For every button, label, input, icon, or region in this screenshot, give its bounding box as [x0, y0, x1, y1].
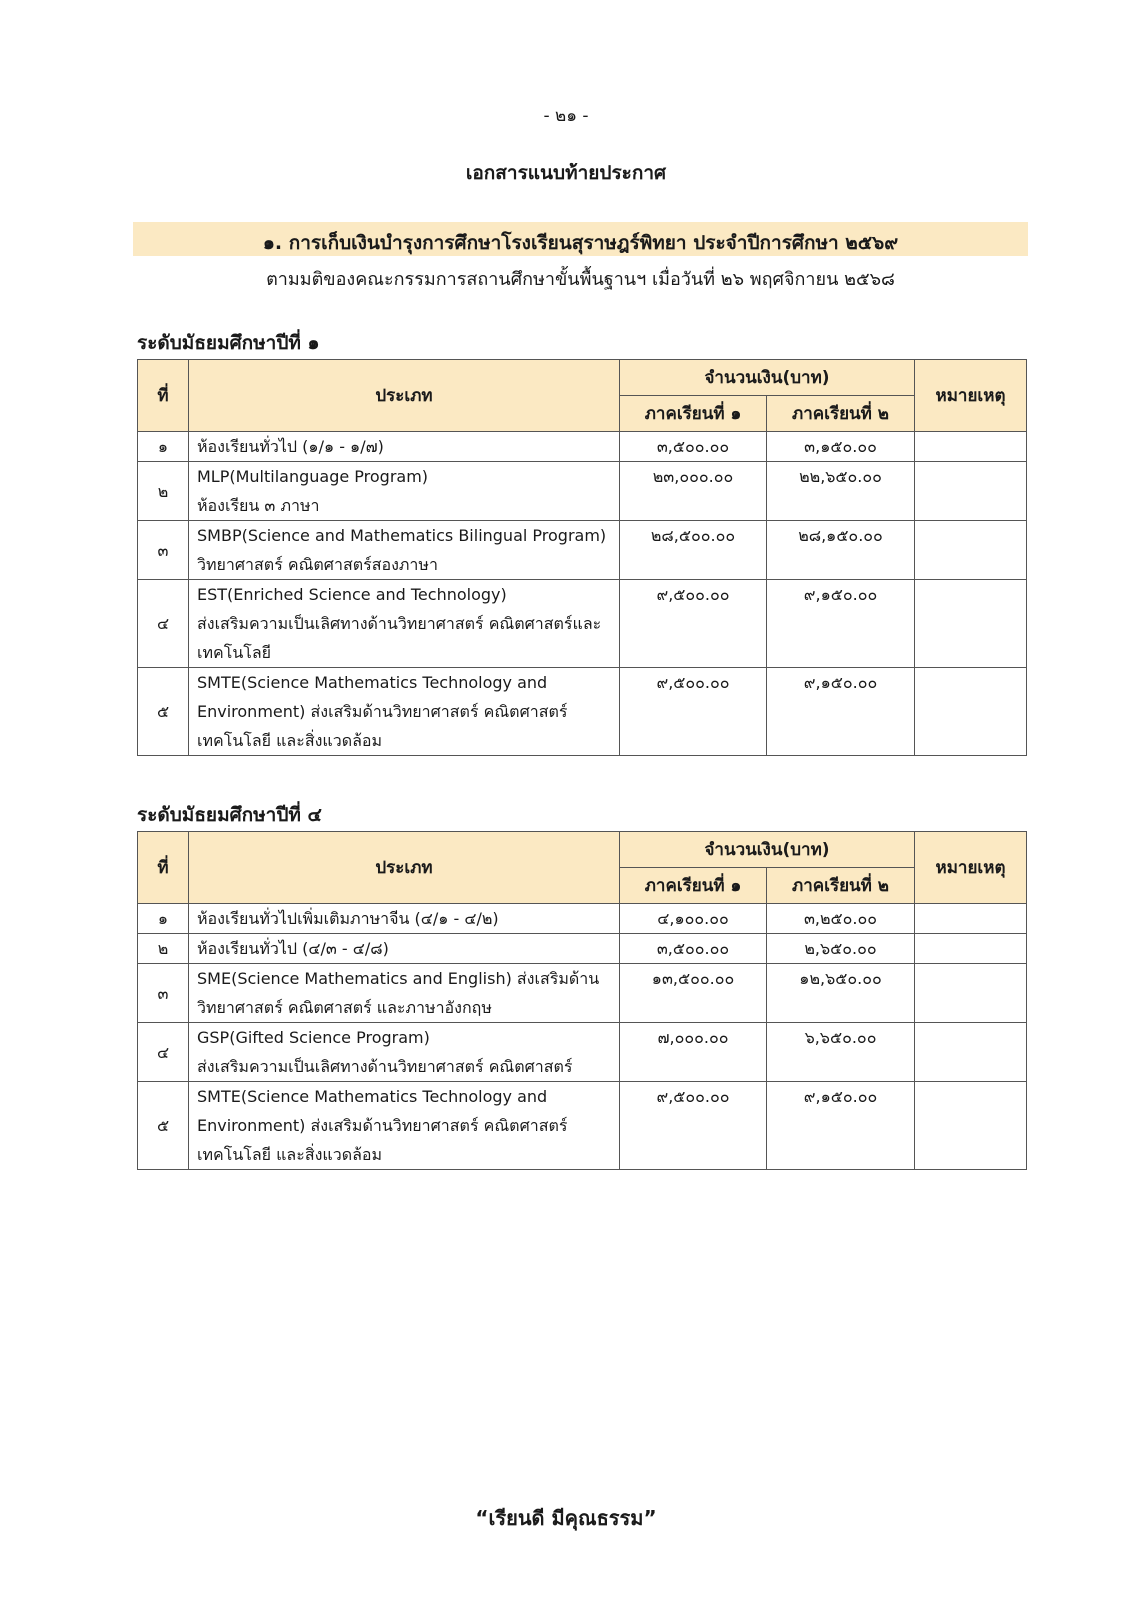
col-header-type: ประเภท	[189, 832, 620, 904]
row-remark	[915, 521, 1027, 580]
row-remark	[915, 580, 1027, 668]
table-row	[138, 462, 1027, 521]
row-type-line: SME(Science Mathematics and English) ส่งเสริมด้าน	[197, 969, 600, 988]
heading-main: ๑. การเก็บเงินบำรุงการศึกษาโรงเรียนสุราษฎร์พิทยา ประจำปีการศึกษา ๒๕๖๙	[262, 232, 899, 254]
row-number: ๑	[138, 904, 189, 934]
row-type	[189, 668, 620, 756]
row-number: ๓	[138, 964, 189, 1023]
row-term2-amount: ๙,๑๕๐.๐๐	[767, 1082, 915, 1170]
row-type	[189, 580, 620, 668]
row-term1-amount: ๒๓,๐๐๐.๐๐	[620, 462, 767, 521]
row-type-line: วิทยาศาสตร์ คณิตศาสตร์ และภาษาอังกฤษ	[197, 998, 492, 1017]
row-type-line: ห้องเรียน ๓ ภาษา	[197, 496, 320, 515]
row-type	[189, 432, 620, 462]
row-number: ๔	[138, 580, 189, 668]
row-term1-amount: ๓,๕๐๐.๐๐	[620, 934, 767, 964]
level4-rows	[138, 904, 1027, 1170]
row-remark	[915, 934, 1027, 964]
row-type-line: เทคโนโลยี และสิ่งแวดล้อม	[197, 1145, 383, 1164]
row-type-line: MLP(Multilanguage Program)	[197, 467, 429, 486]
table-row	[138, 904, 1027, 934]
col-header-no: ที่	[138, 360, 189, 432]
heading-sub: ตามมติของคณะกรรมการสถานศึกษาขั้นพื้นฐานฯ เมื่อวันที่ ๒๖ พฤศจิกายน ๒๕๖๘	[266, 269, 895, 290]
col-header-term2: ภาคเรียนที่ ๒	[767, 396, 915, 432]
row-type-line: Environment) ส่งเสริมด้านวิทยาศาสตร์ คณิตศาสตร์	[197, 1116, 568, 1135]
col-header-term1: ภาคเรียนที่ ๑	[620, 868, 767, 904]
col-header-amount: จำนวนเงิน(บาท)	[620, 360, 915, 396]
row-type-line: เทคโนโลยี และสิ่งแวดล้อม	[197, 731, 383, 750]
row-type-line: ห้องเรียนทั่วไป (๔/๓ - ๔/๘)	[197, 939, 389, 958]
page-number: - ๒๑ -	[543, 106, 589, 126]
row-term1-amount: ๒๘,๕๐๐.๐๐	[620, 521, 767, 580]
row-type	[189, 904, 620, 934]
row-remark	[915, 668, 1027, 756]
level4-heading: ระดับมัธยมศึกษาปีที่ ๔	[137, 804, 322, 826]
row-type-line: Environment) ส่งเสริมด้านวิทยาศาสตร์ คณิตศาสตร์	[197, 702, 568, 721]
row-number: ๓	[138, 521, 189, 580]
row-term2-amount: ๓,๒๕๐.๐๐	[767, 904, 915, 934]
col-header-remark: หมายเหตุ	[915, 832, 1027, 904]
row-type	[189, 964, 620, 1023]
row-type-line: เทคโนโลยี	[197, 643, 272, 662]
row-type-line: วิทยาศาสตร์ คณิตศาสตร์สองภาษา	[197, 555, 438, 574]
row-type	[189, 1082, 620, 1170]
row-term1-amount: ๙,๕๐๐.๐๐	[620, 1082, 767, 1170]
col-header-type: ประเภท	[189, 360, 620, 432]
table-row	[138, 964, 1027, 1023]
table-row	[138, 580, 1027, 668]
row-number: ๒	[138, 462, 189, 521]
col-header-no: ที่	[138, 832, 189, 904]
table-row	[138, 521, 1027, 580]
row-number: ๔	[138, 1023, 189, 1082]
fee-table-level4	[137, 831, 1027, 1170]
level1-heading: ระดับมัธยมศึกษาปีที่ ๑	[137, 332, 320, 354]
level1-rows	[138, 432, 1027, 756]
table-row	[138, 1082, 1027, 1170]
row-type-line: ส่งเสริมความเป็นเลิศทางด้านวิทยาศาสตร์ คณิตศาสตร์และ	[197, 614, 602, 633]
row-number: ๒	[138, 934, 189, 964]
table-row	[138, 432, 1027, 462]
row-term1-amount: ๗,๐๐๐.๐๐	[620, 1023, 767, 1082]
row-type-line: GSP(Gifted Science Program)	[197, 1028, 430, 1047]
row-type-line: SMTE(Science Mathematics Technology and	[197, 673, 548, 692]
document-title: เอกสารแนบท้ายประกาศ	[465, 162, 667, 184]
col-header-term1: ภาคเรียนที่ ๑	[620, 396, 767, 432]
table-row	[138, 934, 1027, 964]
row-type-line: SMTE(Science Mathematics Technology and	[197, 1087, 548, 1106]
row-term1-amount: ๔,๑๐๐.๐๐	[620, 904, 767, 934]
row-term2-amount: ๙,๑๕๐.๐๐	[767, 668, 915, 756]
row-term2-amount: ๖,๖๕๐.๐๐	[767, 1023, 915, 1082]
row-term2-amount: ๒,๖๕๐.๐๐	[767, 934, 915, 964]
row-remark	[915, 462, 1027, 521]
row-type-line: ห้องเรียนทั่วไปเพิ่มเติมภาษาจีน (๔/๑ - ๔/๒)	[197, 909, 499, 928]
row-type	[189, 521, 620, 580]
row-type	[189, 1023, 620, 1082]
col-header-remark: หมายเหตุ	[915, 360, 1027, 432]
row-remark	[915, 1082, 1027, 1170]
fee-table-level1	[137, 359, 1027, 756]
row-term2-amount: ๒๘,๑๕๐.๐๐	[767, 521, 915, 580]
row-type	[189, 934, 620, 964]
row-type	[189, 462, 620, 521]
row-term2-amount: ๑๒,๖๕๐.๐๐	[767, 964, 915, 1023]
col-header-amount: จำนวนเงิน(บาท)	[620, 832, 915, 868]
col-header-term2: ภาคเรียนที่ ๒	[767, 868, 915, 904]
row-term1-amount: ๙,๕๐๐.๐๐	[620, 668, 767, 756]
table-row	[138, 1023, 1027, 1082]
row-remark	[915, 432, 1027, 462]
row-number: ๕	[138, 668, 189, 756]
row-term2-amount: ๓,๑๕๐.๐๐	[767, 432, 915, 462]
row-type-line: ส่งเสริมความเป็นเลิศทางด้านวิทยาศาสตร์ คณิตศาสตร์	[197, 1057, 573, 1076]
row-remark	[915, 904, 1027, 934]
row-term2-amount: ๒๒,๖๕๐.๐๐	[767, 462, 915, 521]
row-remark	[915, 1023, 1027, 1082]
row-term2-amount: ๙,๑๕๐.๐๐	[767, 580, 915, 668]
row-number: ๕	[138, 1082, 189, 1170]
footer-motto: “เรียนดี มีคุณธรรม”	[475, 1506, 657, 1530]
table-row	[138, 668, 1027, 756]
row-term1-amount: ๙,๕๐๐.๐๐	[620, 580, 767, 668]
row-term1-amount: ๑๓,๕๐๐.๐๐	[620, 964, 767, 1023]
row-number: ๑	[138, 432, 189, 462]
row-remark	[915, 964, 1027, 1023]
row-term1-amount: ๓,๕๐๐.๐๐	[620, 432, 767, 462]
row-type-line: SMBP(Science and Mathematics Bilingual Program)	[197, 526, 607, 545]
row-type-line: ห้องเรียนทั่วไป (๑/๑ - ๑/๗)	[197, 437, 384, 456]
row-type-line: EST(Enriched Science and Technology)	[197, 585, 507, 604]
